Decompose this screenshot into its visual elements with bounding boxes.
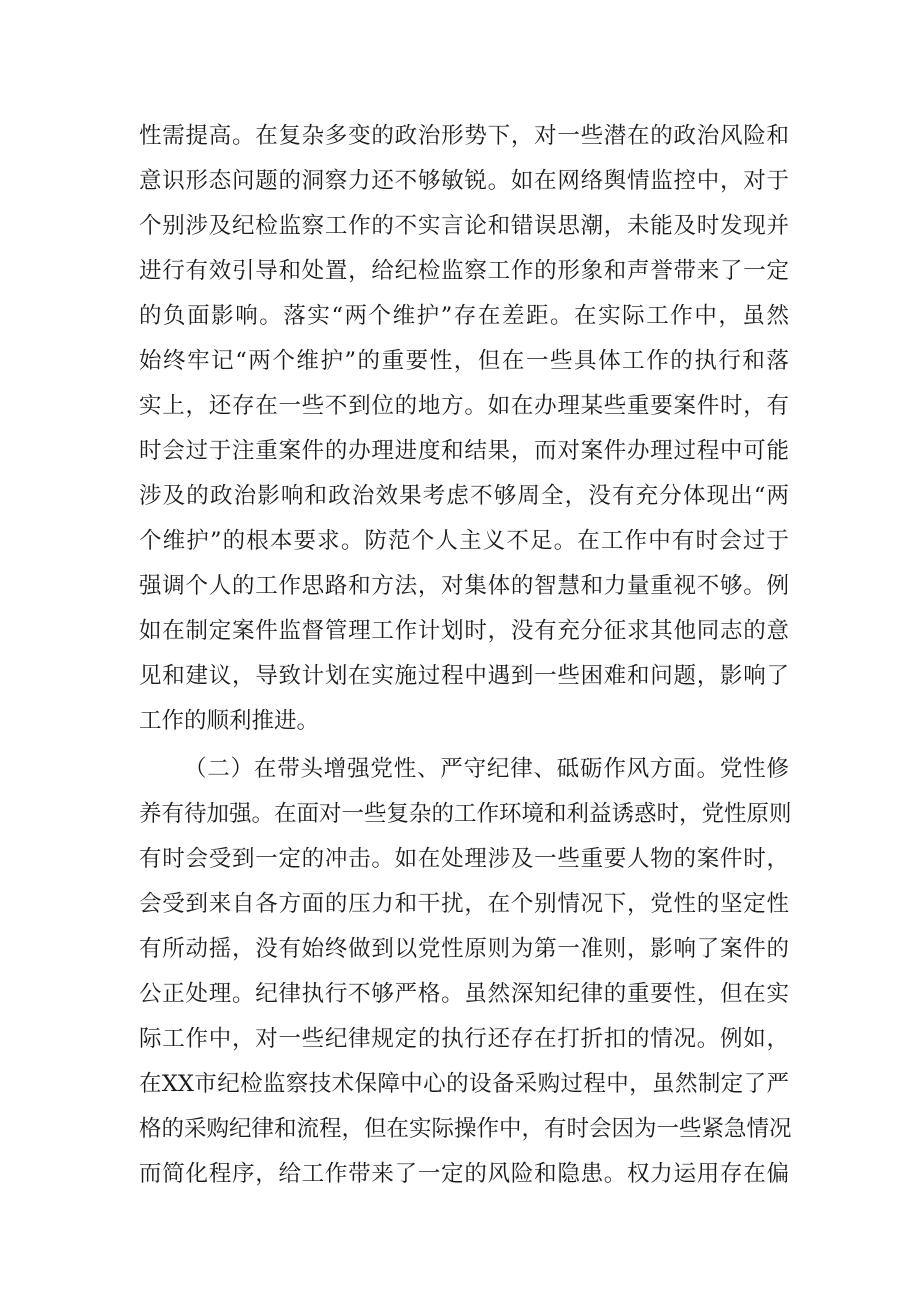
paragraph-line: 见和建议，导致计划在实施过程中遇到一些困难和问题，影响了 [139,663,789,689]
paragraph-line: 实上，还存在一些不到位的地方。如在办理某些重要案件时，有 [139,393,789,419]
paragraph-line: 有时会受到一定的冲击。如在处理涉及一些重要人物的案件时， [139,846,789,872]
paragraph-line: 个别涉及纪检监察工作的不实言论和错误思潮，未能及时发现并 [139,213,789,239]
paragraph-line: 如在制定案件监督管理工作计划时，没有充分征求其他同志的意 [139,618,789,644]
paragraph-line: 会受到来自各方面的压力和干扰，在个别情况下，党性的坚定性 [139,891,789,917]
paragraph-line: 性需提高。在复杂多变的政治形势下，对一些潜在的政治风险和 [139,123,789,149]
paragraph-line: 意识形态问题的洞察力还不够敏锐。如在网络舆情监控中，对于 [139,168,789,194]
paragraph-line: 的负面影响。落实“两个维护”存在差距。在实际工作中，虽然 [139,303,789,329]
paragraph-line: 际工作中，对一些纪律规定的执行还存在打折扣的情况。例如， [139,1026,789,1052]
section-heading-line: （二）在带头增强党性、严守纪律、砥砺作风方面。党性修 [184,756,789,782]
paragraph-line: 养有待加强。在面对一些复杂的工作环境和利益诱惑时，党性原则 [139,801,792,827]
paragraph-line: 个维护”的根本要求。防范个人主义不足。在工作中有时会过于 [139,528,789,554]
paragraph-line: 而简化程序，给工作带来了一定的风险和隐患。权力运用存在偏 [139,1161,789,1187]
paragraph-line: 时会过于注重案件的办理进度和结果，而对案件办理过程中可能 [139,438,789,464]
paragraph-line: 在XX市纪检监察技术保障中心的设备采购过程中，虽然制定了严 [139,1071,789,1097]
paragraph-line: 工作的顺利推进。 [139,708,320,734]
paragraph-line: 有所动摇，没有始终做到以党性原则为第一准则，影响了案件的 [139,936,789,962]
paragraph-line: 始终牢记“两个维护”的重要性，但在一些具体工作的执行和落 [139,348,789,374]
paragraph-line: 强调个人的工作思路和方法，对集体的智慧和力量重视不够。例 [139,573,789,599]
paragraph-line: 公正处理。纪律执行不够严格。虽然深知纪律的重要性，但在实 [139,981,789,1007]
paragraph-line: 格的采购纪律和流程，但在实际操作中，有时会因为一些紧急情况 [139,1116,792,1142]
paragraph-line: 进行有效引导和处置，给纪检监察工作的形象和声誉带来了一定 [139,258,789,284]
paragraph-line: 涉及的政治影响和政治效果考虑不够周全，没有充分体现出“两 [139,483,789,509]
